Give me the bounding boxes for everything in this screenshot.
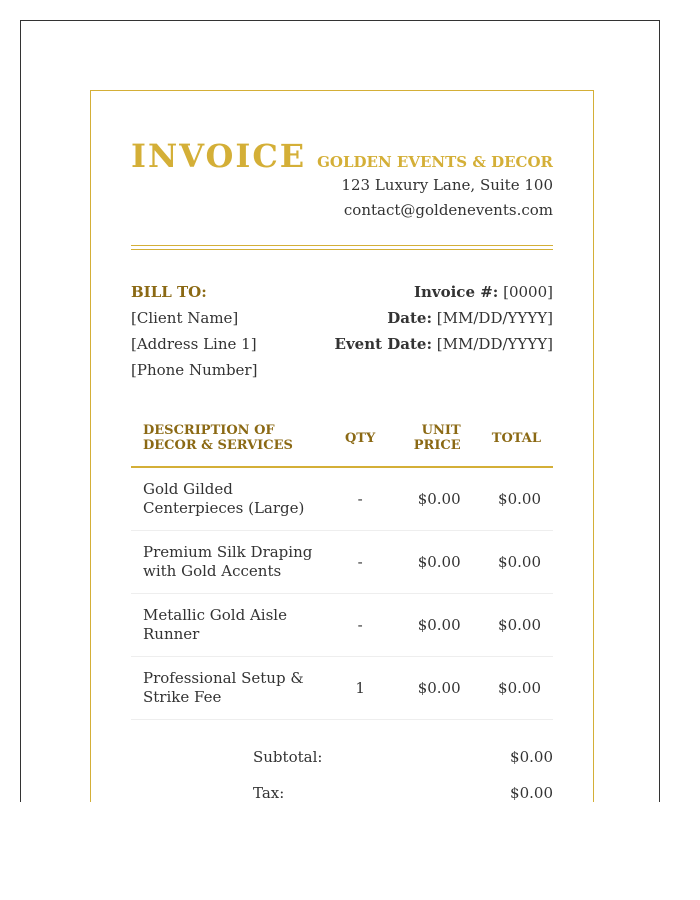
invoice-number-value: [0000] — [503, 283, 553, 301]
header-total: TOTAL — [473, 413, 553, 467]
tax-row — [253, 781, 553, 802]
subtotal-label: Subtotal: — [253, 748, 323, 766]
subtotal-row — [253, 745, 553, 781]
line-items-table — [131, 413, 553, 720]
row-total: $0.00 — [473, 467, 553, 531]
table-row — [131, 467, 553, 531]
table-row — [131, 657, 553, 720]
company-email: contact@goldenevents.com — [343, 201, 553, 219]
header-divider — [131, 245, 553, 250]
event-date-row — [335, 331, 553, 357]
table-row — [131, 531, 553, 594]
table-header-row — [131, 413, 553, 467]
row-unit-price: $0.00 — [391, 531, 472, 594]
tax-value: $0.00 — [510, 784, 553, 802]
bill-to-heading: BILL TO: — [131, 283, 207, 301]
totals-block — [253, 745, 553, 802]
header-qty: QTY — [329, 413, 391, 467]
invoice-details — [131, 279, 553, 389]
bill-to-block — [131, 279, 257, 383]
invoice-number-label: Invoice #: — [413, 283, 499, 301]
company-name: GOLDEN EVENTS & DECOR — [317, 153, 553, 171]
date-value: [MM/DD/YYYY] — [436, 309, 553, 327]
row-qty: - — [329, 467, 391, 531]
company-address: 123 Luxury Lane, Suite 100 — [341, 176, 553, 194]
row-unit-price: $0.00 — [391, 594, 472, 657]
client-address: [Address Line 1] — [131, 335, 257, 353]
row-unit-price: $0.00 — [391, 467, 472, 531]
row-total: $0.00 — [473, 531, 553, 594]
row-total: $0.00 — [473, 594, 553, 657]
row-description: Metallic Gold Aisle Runner — [131, 594, 329, 657]
event-date-value: [MM/DD/YYYY] — [436, 335, 553, 353]
invoice-number-row — [335, 279, 553, 305]
header-unit-price: UNIT PRICE — [391, 413, 472, 467]
event-date-label: Event Date: — [334, 335, 433, 353]
row-description: Premium Silk Draping with Gold Accents — [131, 531, 329, 594]
invoice-meta — [335, 279, 553, 357]
row-total: $0.00 — [473, 657, 553, 720]
row-qty: - — [329, 531, 391, 594]
tax-label: Tax: — [253, 784, 285, 802]
invoice-content — [131, 91, 553, 802]
subtotal-value: $0.00 — [510, 748, 553, 766]
row-unit-price: $0.00 — [391, 657, 472, 720]
client-phone: [Phone Number] — [131, 361, 258, 379]
row-description: Professional Setup & Strike Fee — [131, 657, 329, 720]
header-description: DESCRIPTION OF DECOR & SERVICES — [131, 413, 329, 467]
client-name: [Client Name] — [131, 309, 239, 327]
row-qty: - — [329, 594, 391, 657]
invoice-card — [90, 90, 594, 802]
table-row — [131, 594, 553, 657]
date-row — [335, 305, 553, 331]
row-qty: 1 — [329, 657, 391, 720]
company-info — [317, 151, 553, 223]
invoice-title: INVOICE — [131, 137, 307, 175]
date-label: Date: — [387, 309, 433, 327]
row-description: Gold Gilded Centerpieces (Large) — [131, 467, 329, 531]
page-frame — [20, 20, 660, 802]
invoice-header — [131, 91, 553, 241]
